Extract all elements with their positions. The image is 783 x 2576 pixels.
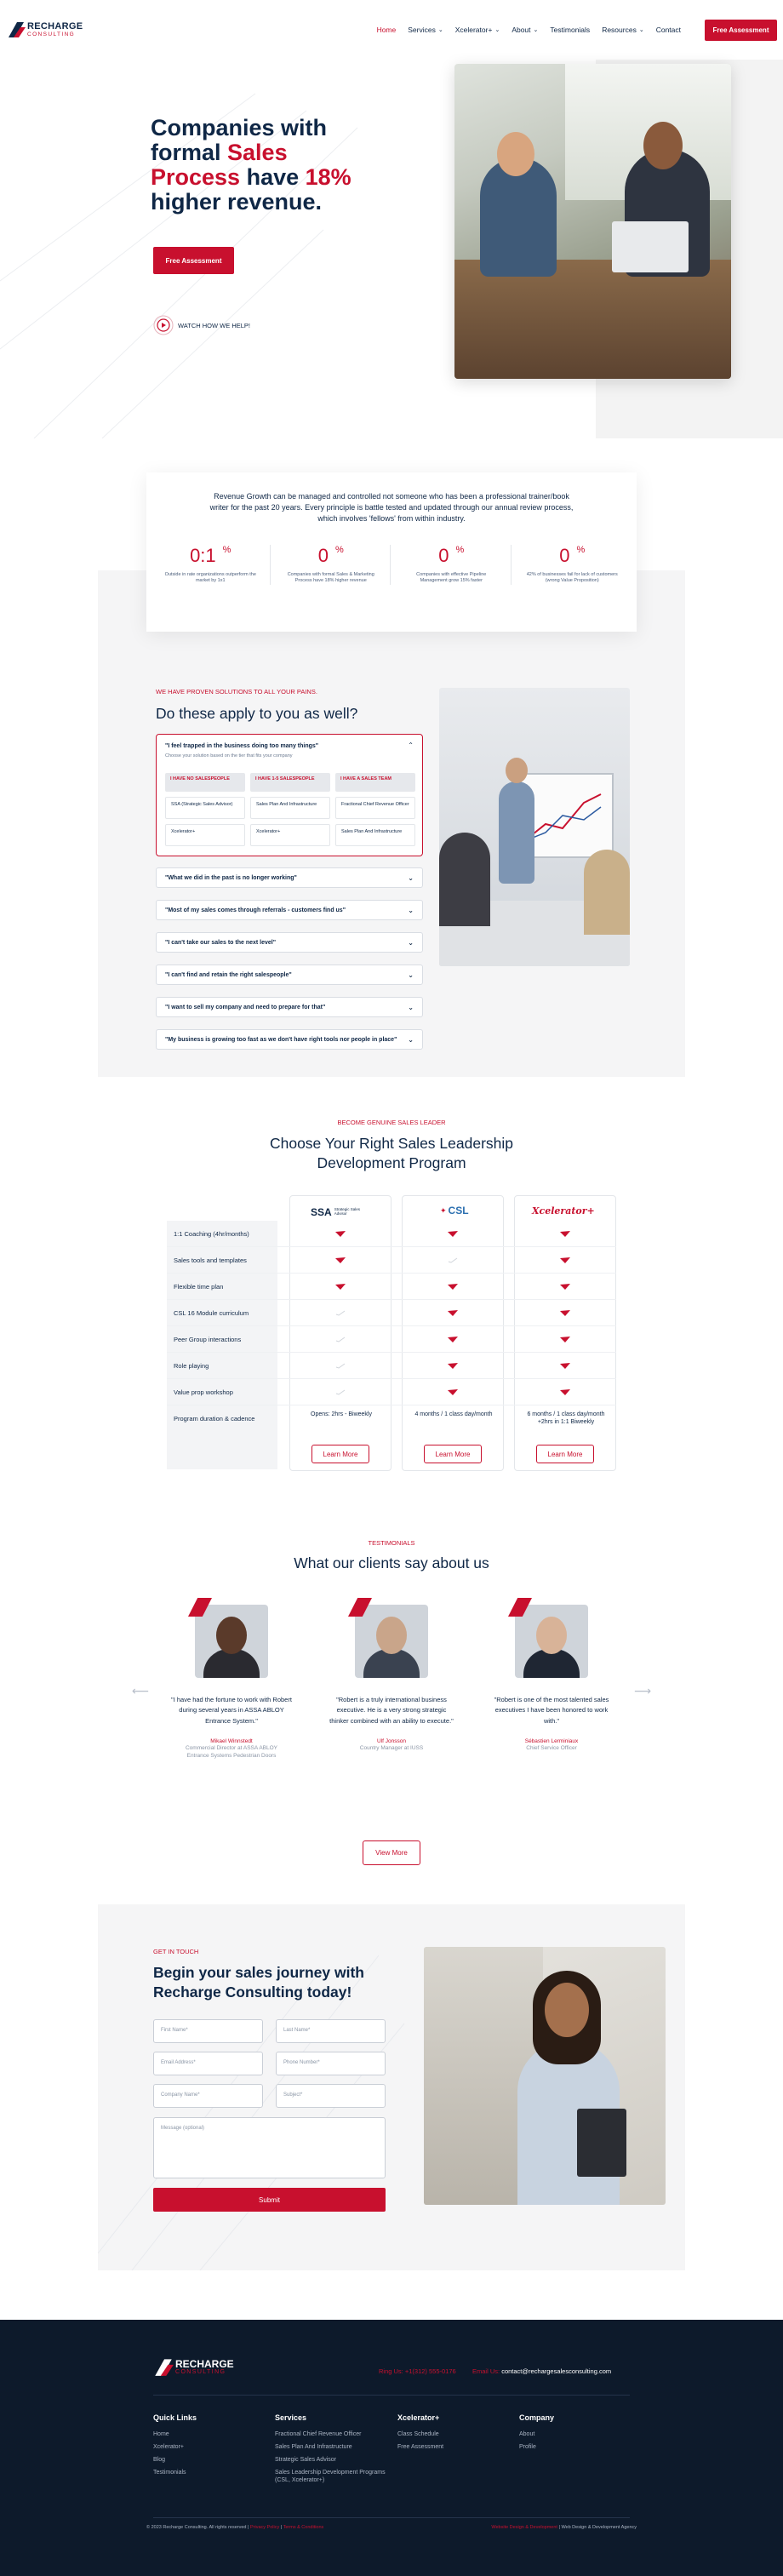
stat-unit: % xyxy=(576,545,586,555)
accordion-label: "My business is growing too fast as we don't have right tools nor people in place" xyxy=(165,1036,397,1043)
ring-value: +1(312) 555-0176 xyxy=(404,2367,456,2375)
program-row-label: Flexible time plan xyxy=(174,1282,224,1291)
nav-item-xcelerator[interactable] xyxy=(455,26,500,34)
check-icon xyxy=(335,1284,346,1290)
check-icon xyxy=(448,1231,458,1237)
testimonial-role: Country Manager at IUSS xyxy=(359,1745,424,1752)
hero-photo xyxy=(454,64,731,379)
brand-name: RECHARGE xyxy=(27,21,83,31)
brand-sub: CONSULTING xyxy=(27,31,76,37)
testimonial-name: Sébastien Lerminiaux xyxy=(524,1738,579,1745)
watch-video-link[interactable] xyxy=(153,315,250,335)
footer-column xyxy=(397,2413,500,2456)
accordion-label: "Most of my sales comes through referrals - customers find us" xyxy=(165,907,346,913)
footer-link[interactable]: Sales Plan And Infrastructure xyxy=(275,2444,352,2451)
contact-eyebrow: GET IN TOUCH xyxy=(153,1948,199,1955)
footer-column xyxy=(519,2413,621,2456)
company-field[interactable]: Company Name* xyxy=(153,2084,263,2108)
program-row xyxy=(167,1326,616,1353)
check-icon xyxy=(560,1363,570,1369)
footer-link[interactable]: Free Assessment xyxy=(397,2444,444,2451)
stat-desc: Companies with effective Pipeline Management grow 15% faster xyxy=(416,572,487,584)
check-icon xyxy=(448,1337,458,1342)
footer-column-title: Quick Links xyxy=(153,2413,197,2422)
learn-more-button[interactable]: Learn More xyxy=(311,1445,369,1463)
photo-head-b xyxy=(643,122,683,169)
learn-more-button[interactable]: Learn More xyxy=(536,1445,594,1463)
program-row-label: CSL 16 Module curriculum xyxy=(174,1308,249,1317)
program-title xyxy=(0,1134,783,1173)
accordion-label: "I can't take our sales to the next level" xyxy=(165,939,277,946)
watch-video-label: WATCH HOW WE HELP! xyxy=(178,321,250,329)
avatar xyxy=(195,1605,268,1678)
tier-columns xyxy=(165,773,415,846)
footer-link[interactable]: Class Schedule xyxy=(397,2431,439,2437)
stat-number xyxy=(512,545,632,567)
star-icon: ✦ xyxy=(440,1205,447,1215)
check-icon xyxy=(560,1310,570,1316)
footer-logo-mark-icon xyxy=(153,2356,174,2378)
tier-option[interactable]: Xcelerator+ xyxy=(165,824,245,846)
testimonial-quote: "Robert is a truly international business executive. He is a very strong strategic thinker combined with an ability to execute." xyxy=(329,1696,454,1725)
woman-face xyxy=(545,1983,589,2037)
footer-column-title: Xcelerator+ xyxy=(397,2413,440,2422)
message-field[interactable]: Message (optional) xyxy=(153,2117,386,2178)
avatar-face xyxy=(536,1617,567,1654)
footer-column xyxy=(275,2413,386,2489)
copyright-sep: | xyxy=(279,2525,283,2530)
accordion-item[interactable] xyxy=(156,867,423,888)
footer-link[interactable]: Xcelerator+ xyxy=(153,2444,184,2451)
terms-link[interactable]: Terms & Conditions xyxy=(283,2525,324,2530)
footer-link[interactable]: About xyxy=(519,2431,535,2437)
nav-item-label: Testimonials xyxy=(550,26,591,34)
footer-column-title: Company xyxy=(519,2413,555,2422)
check-muted-icon xyxy=(448,1257,458,1263)
stat-unit: % xyxy=(334,545,344,555)
footer-link[interactable]: Home xyxy=(153,2431,169,2437)
stat-desc: Companies with formal Sales & Marketing Process have 18% higher revenue xyxy=(287,572,374,584)
program-row-label: Value prop workshop xyxy=(174,1388,233,1396)
check-icon xyxy=(448,1363,458,1369)
nav-item-about[interactable] xyxy=(512,26,538,34)
tier-head: I HAVE 1-5 SALESPEOPLE xyxy=(250,773,330,792)
footer-ring[interactable] xyxy=(379,2367,456,2375)
mail-value: contact@rechargesalesconsulting.com xyxy=(501,2367,612,2375)
ssa-logo-sub: Strategic Sales Advisor xyxy=(334,1207,360,1216)
check-muted-icon xyxy=(335,1363,346,1369)
tier-column xyxy=(335,773,415,846)
csl-logo-text: CSL xyxy=(448,1205,469,1216)
footer-link[interactable]: Blog xyxy=(153,2457,166,2464)
privacy-link[interactable]: Privacy Policy xyxy=(249,2525,280,2530)
avatar xyxy=(355,1605,428,1678)
stat-value: 0:1 xyxy=(190,545,216,566)
duration-text: 4 months / 1 class day/month xyxy=(414,1411,493,1417)
stat-item xyxy=(512,545,632,585)
hero-line-2b: Sales xyxy=(227,140,288,166)
program-row xyxy=(167,1221,616,1247)
email-field[interactable]: Email Address* xyxy=(153,2052,263,2075)
stat-number xyxy=(151,545,270,567)
avatar xyxy=(515,1605,588,1678)
stat-item xyxy=(392,545,512,585)
stat-desc: 42% of businesses fail for lack of customers (wrong Value Proposition) xyxy=(526,572,618,584)
stats-row xyxy=(151,545,632,585)
chevron-down-icon: ⌄ xyxy=(408,970,414,979)
stat-number xyxy=(271,545,390,567)
ssa-logo-text: SSA xyxy=(311,1206,332,1218)
program-title-2: Development Program xyxy=(317,1153,466,1171)
footer-logo[interactable] xyxy=(153,2356,247,2378)
duration-text: Opens: 2hrs - Biweekly xyxy=(311,1411,372,1417)
accordion-label: "What we did in the past is no longer working" xyxy=(165,874,297,881)
testimonial-quote: "Robert is one of the most talented sales executives I have been honored to work with." xyxy=(494,1696,609,1725)
view-more-button[interactable]: View More xyxy=(363,1840,420,1865)
nav-item-label: Services xyxy=(408,26,436,34)
carousel-next-arrow-icon[interactable]: ⟶ xyxy=(634,1684,652,1697)
hero-line-1: Companies with xyxy=(151,115,328,140)
contact-title-2: Recharge Consulting today! xyxy=(153,1983,352,2001)
csl-logo xyxy=(440,1205,469,1216)
hero-line-3a: Process xyxy=(151,164,241,191)
program-row xyxy=(167,1247,616,1274)
testimonials-title: What our clients say about us xyxy=(294,1554,489,1571)
avatar-face xyxy=(216,1617,247,1654)
submit-button[interactable]: Submit xyxy=(153,2188,386,2212)
chevron-down-icon: ⌄ xyxy=(408,1035,414,1044)
footer-mail[interactable] xyxy=(472,2367,611,2375)
tier-option[interactable]: Sales Plan And Infrastructure xyxy=(250,797,330,819)
chevron-down-icon: ⌄ xyxy=(408,938,414,947)
footer-column xyxy=(153,2413,255,2482)
pains-photo xyxy=(439,688,630,966)
avatar-photo xyxy=(195,1605,268,1678)
presenter-head xyxy=(506,758,528,783)
contact-title xyxy=(153,1963,364,2002)
stat-unit: % xyxy=(222,545,231,555)
hero-free-assessment-button[interactable]: Free Assessment xyxy=(153,247,234,274)
xcelerator-logo: Xcelerator+ xyxy=(532,1205,595,1216)
footer-brand-name: RECHARGE xyxy=(175,2358,234,2370)
tier-column xyxy=(250,773,330,846)
pains-title: Do these apply to you as well? xyxy=(156,705,358,722)
check-icon xyxy=(448,1284,458,1290)
nav-item-label: About xyxy=(512,26,531,34)
hero-line-3b: have xyxy=(240,164,306,191)
header-free-assessment-button[interactable]: Free Assessment xyxy=(705,20,777,41)
first-name-field[interactable]: First Name* xyxy=(153,2019,263,2043)
program-row-label: Sales tools and templates xyxy=(174,1256,247,1264)
nav-item-home[interactable] xyxy=(377,26,397,34)
folder xyxy=(577,2109,626,2177)
copyright xyxy=(146,2525,323,2530)
presenter xyxy=(499,781,534,884)
program-row xyxy=(167,1405,616,1432)
mail-label: Email Us: xyxy=(472,2367,500,2375)
program-row-label: Role playing xyxy=(174,1361,209,1370)
testimonial-name: Ulf Jonsson xyxy=(377,1738,406,1745)
logo-mark-icon xyxy=(7,19,26,39)
stat-unit: % xyxy=(455,545,465,555)
footer-link[interactable]: Testimonials xyxy=(153,2470,186,2476)
testimonial-role: Chief Service Officer xyxy=(526,1745,577,1752)
footer-link[interactable]: Sales Leadership Development Programs (CSL, Xcelerator+) xyxy=(275,2470,386,2484)
pains-eyebrow: WE HAVE PROVEN SOLUTIONS TO ALL YOUR PAINS. xyxy=(156,688,317,696)
program-row xyxy=(167,1353,616,1379)
tier-column xyxy=(165,773,245,846)
program-title-1: Choose Your Right Sales Leadership xyxy=(269,1135,514,1152)
chevron-down-icon: ⌄ xyxy=(437,27,443,33)
nav-item-resources[interactable] xyxy=(602,26,644,34)
testimonial-quote: "I have had the fortune to work with Robert during several years in ASSA ABLOY Entrance System." xyxy=(171,1696,292,1725)
photo-table xyxy=(454,260,731,379)
hero-line-2 xyxy=(151,140,351,165)
footer-link[interactable]: Fractional Chief Revenue Officer xyxy=(275,2431,362,2437)
hero-line-3 xyxy=(151,165,351,190)
program-row xyxy=(167,1379,616,1405)
accordion-item[interactable] xyxy=(156,997,423,1017)
chevron-down-icon: ⌄ xyxy=(408,1003,414,1011)
program-eyebrow: BECOME GENUINE SALES LEADER xyxy=(337,1119,446,1126)
check-muted-icon xyxy=(335,1337,346,1342)
testimonial-role: Commercial Director at ASSA ABLOY Entrance Systems Pedestrian Doors xyxy=(185,1745,277,1760)
hero-line-4: higher revenue. xyxy=(151,189,323,215)
testimonials-eyebrow: TESTIMONIALS xyxy=(368,1539,415,1547)
chevron-down-icon: ⌄ xyxy=(408,873,414,882)
check-icon xyxy=(335,1231,346,1237)
chevron-down-icon: ⌄ xyxy=(638,27,644,33)
site-header xyxy=(0,0,783,60)
stat-value: 0 xyxy=(317,545,329,566)
accordion-item[interactable] xyxy=(156,932,423,953)
stat-value: 0 xyxy=(438,545,449,566)
check-icon xyxy=(335,1257,346,1263)
tier-option[interactable]: Xcelerator+ xyxy=(250,824,330,846)
check-icon xyxy=(560,1257,570,1263)
site-footer xyxy=(0,2320,783,2576)
contact-title-1: Begin your sales journey with xyxy=(153,1964,364,1981)
tier-option[interactable]: Sales Plan And Infrastructure xyxy=(335,824,415,846)
stats-intro: Revenue Growth can be managed and controlled not someone who has been a professional trainer/book writer for the past 20 years. Every principle is battle tested and updated through our annual review process, which involves 'fellows' from within industry. xyxy=(209,492,574,524)
attendee-b xyxy=(584,850,630,935)
nav-item-label: Home xyxy=(376,26,397,34)
avatar-photo xyxy=(515,1605,588,1678)
stats-card xyxy=(146,472,637,632)
credit-text: | Web Design & Development Agency xyxy=(557,2525,637,2530)
carousel-prev-arrow-icon[interactable]: ⟵ xyxy=(132,1684,150,1697)
stat-item xyxy=(271,545,391,585)
photo-laptop xyxy=(612,221,689,272)
footer-link[interactable]: Strategic Sales Advisor xyxy=(275,2457,336,2464)
pains-open-panel[interactable] xyxy=(156,734,423,856)
attendee-a xyxy=(439,833,490,926)
play-icon xyxy=(153,315,174,335)
stat-item xyxy=(151,545,271,585)
accordion-label: "I can't find and retain the right salespeople" xyxy=(165,971,292,978)
nav-item-label: Resources xyxy=(602,26,637,34)
stat-value: 0 xyxy=(559,545,570,566)
footer-divider-bottom xyxy=(153,2517,630,2518)
ring-label: Ring Us: xyxy=(379,2367,403,2375)
tier-head: I HAVE NO SALESPEOPLE xyxy=(165,773,245,792)
program-row xyxy=(167,1274,616,1300)
testimonial-card xyxy=(328,1605,455,1752)
nav-item-services[interactable] xyxy=(408,26,443,34)
tier-option[interactable]: Fractional Chief Revenue Officer xyxy=(335,797,415,819)
copyright-text: © 2023 Recharge Consulting. All rights reserved | xyxy=(146,2525,250,2530)
main-nav xyxy=(365,26,681,34)
chevron-down-icon: ⌄ xyxy=(408,906,414,914)
credit-link[interactable]: Website Design & Development xyxy=(491,2525,557,2530)
accordion-item[interactable] xyxy=(156,900,423,920)
open-panel-sub: Choose your solution based on the tier that fits your company xyxy=(165,753,293,758)
footer-link[interactable]: Profile xyxy=(519,2444,536,2451)
check-muted-icon xyxy=(335,1389,346,1395)
ssa-logo xyxy=(311,1206,369,1218)
photo-head-a xyxy=(497,132,534,176)
tier-option[interactable]: SSA (Strategic Sales Advisor) xyxy=(165,797,245,819)
hero-line-2a: formal xyxy=(151,140,228,166)
check-icon xyxy=(560,1389,570,1395)
program-row xyxy=(167,1300,616,1326)
avatar-photo xyxy=(355,1605,428,1678)
nav-item-label: Xcelerator+ xyxy=(454,26,493,34)
subject-field[interactable]: Subject* xyxy=(276,2084,386,2108)
check-icon xyxy=(560,1284,570,1290)
accordion-label: "I want to sell my company and need to prepare for that" xyxy=(165,1004,326,1010)
tier-head: I HAVE A SALES TEAM xyxy=(335,773,415,792)
check-icon xyxy=(560,1337,570,1342)
last-name-field[interactable]: Last Name* xyxy=(276,2019,386,2043)
check-icon xyxy=(560,1231,570,1237)
avatar-face xyxy=(376,1617,407,1654)
program-row-label: 1:1 Coaching (4hr/months) xyxy=(174,1229,249,1238)
open-panel-title: "I feel trapped in the business doing too many things" xyxy=(165,743,319,749)
chevron-down-icon: ⌄ xyxy=(533,27,539,33)
nav-item-contact[interactable] xyxy=(656,26,681,34)
check-icon xyxy=(448,1310,458,1316)
credit xyxy=(491,2525,637,2530)
testimonial-card xyxy=(168,1605,295,1760)
testimonial-name: Mikael Winnstedt xyxy=(210,1738,253,1745)
duration-text: 6 months / 1 class day/month +2hrs in 1:1 Biweekly xyxy=(527,1411,605,1426)
accordion-item[interactable] xyxy=(156,965,423,985)
program-row-label: Program duration & cadence xyxy=(174,1415,255,1423)
learn-more-button[interactable]: Learn More xyxy=(424,1445,482,1463)
check-icon xyxy=(448,1389,458,1395)
hero-line-3c: 18% xyxy=(305,164,351,191)
brand-logo[interactable] xyxy=(7,19,92,41)
phone-field[interactable]: Phone Number* xyxy=(276,2052,386,2075)
stat-desc: Outside in rate organizations outperform the market by 1x1 xyxy=(164,572,256,584)
stat-number xyxy=(392,545,511,567)
check-muted-icon xyxy=(335,1310,346,1316)
nav-item-testimonials[interactable] xyxy=(550,26,590,34)
program-row-label: Peer Group interactions xyxy=(174,1335,242,1343)
nav-item-label: Contact xyxy=(655,26,681,34)
testimonial-card xyxy=(488,1605,615,1752)
contact-photo xyxy=(424,1947,666,2205)
hero-heading xyxy=(151,116,351,215)
footer-divider xyxy=(153,2395,630,2396)
chevron-up-icon: ⌃ xyxy=(408,741,414,749)
footer-brand-sub: CONSULTING xyxy=(175,2369,226,2375)
footer-column-title: Services xyxy=(275,2413,307,2422)
accordion-item[interactable] xyxy=(156,1029,423,1050)
chevron-down-icon: ⌄ xyxy=(494,27,500,33)
